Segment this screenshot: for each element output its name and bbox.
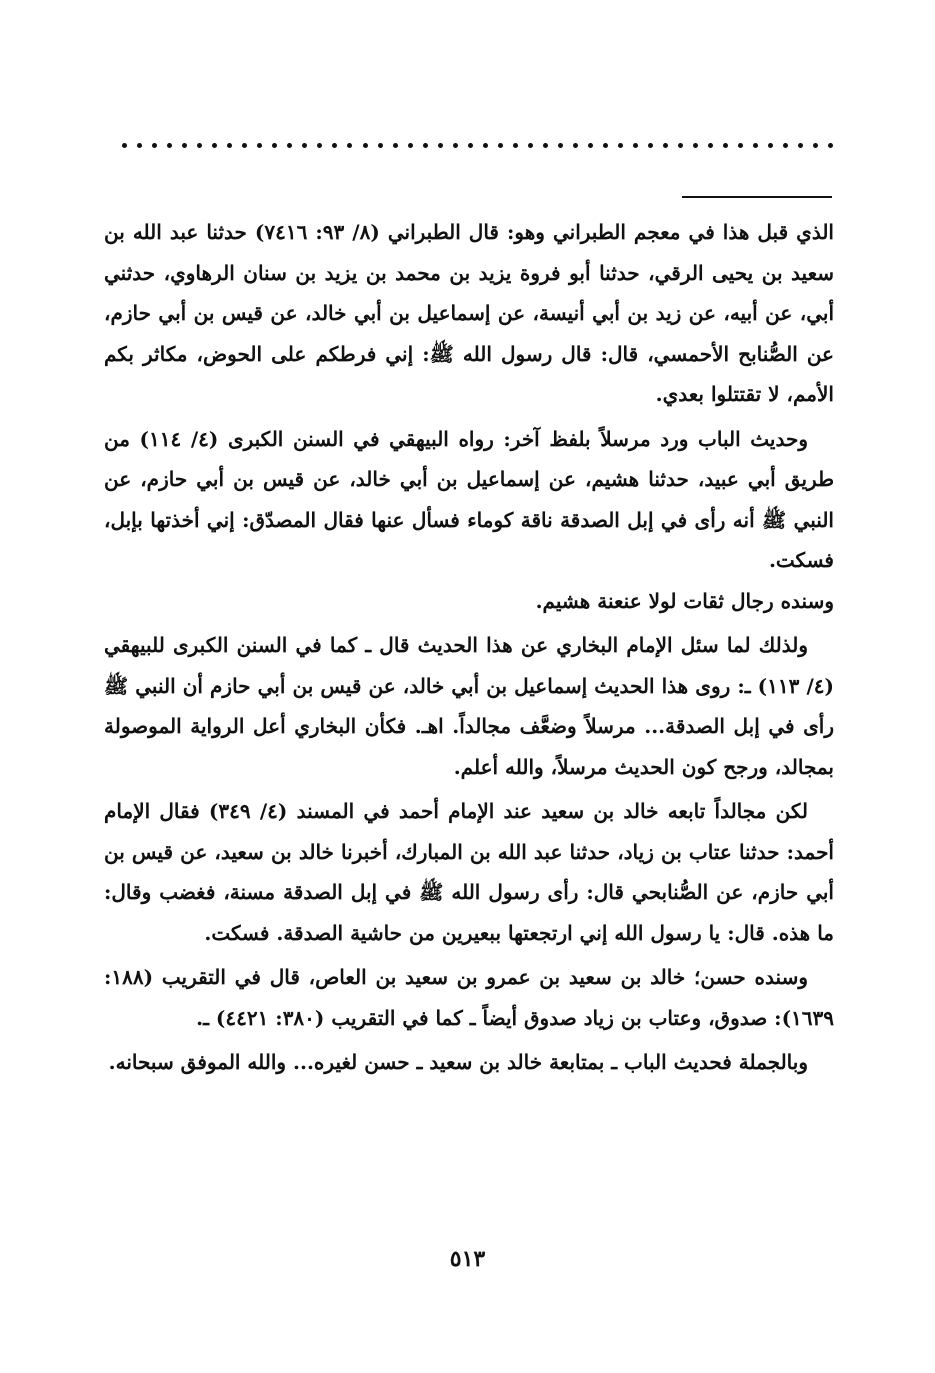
- paragraph: الذي قبل هذا في معجم الطبراني وهو: قال الطبراني (٨/ ٩٣: ٧٤١٦) حدثنا عبد الله بن سعيد بن يحيى الرقي، حدثنا أبو فروة يزيد بن محمد بن يزيد بن سنان الرهاوي، حدثني أبي، عن أبيه، عن زيد بن أبي أنيسة، عن إسماعيل بن أبي خالد، عن قيس بن أبي حازم، عن الصُّنابح الأحمسي، قال: قال رسول الله ﷺ: إني فرطكم على الحوض، مكاثر بكم الأمم، لا تقتتلوا بعدي.: [104, 220, 834, 406]
- footnote-rule: [682, 196, 832, 198]
- footnote-text: [104, 212, 834, 1083]
- paragraph: وحديث الباب ورد مرسلاً بلفظ آخر: رواه البيهقي في السنن الكبرى (٤/ ١١٤) من طريق أبي عبيد، حدثنا هشيم، عن إسماعيل بن أبي خالد، عن قيس بن أبي حازم، عن النبي ﷺ أنه رأى في إبل الصدقة ناقة كوماء فسأل عنها فقال المصدّق: إني أخذتها بإبل، فسكت.: [104, 426, 834, 572]
- dotted-separator: [122, 138, 834, 152]
- paragraph: ولذلك لما سئل الإمام البخاري عن هذا الحديث قال ـ كما في السنن الكبرى للبيهقي (٤/ ١١٣) ـ: روى هذا الحديث إسماعيل بن أبي خالد، عن قيس بن أبي حازم أن النبي ﷺ رأى في إبل الصدقة... مرسلاً وضعَّف مجالداً. اهـ. فكأن البخاري أعل الرواية الموصولة بمجالد، ورجح كون الحديث مرسلاً، والله أعلم.: [104, 633, 834, 779]
- paragraph: وبالجملة فحديث الباب ـ بمتابعة خالد بن سعيد ـ حسن لغيره... والله الموفق سبحانه.: [108, 1050, 808, 1074]
- paragraph: وسنده رجال ثقات لولا عنعنة هشيم.: [535, 588, 834, 613]
- paragraph: لكن مجالداً تابعه خالد بن سعيد عند الإمام أحمد في المسند (٤/ ٣٤٩) فقال الإمام أحمد: حدثنا عتاب بن زياد، حدثنا عبد الله بن المبارك، أخبرنا خالد بن سعيد، عن قيس بن أبي حازم، عن الصُّنابحي قال: رأى رسول الله ﷺ في إبل الصدقة مسنة، فغضب وقال: ما هذه. قال: يا رسول الله إني ارتجعتها ببعيرين من حاشية الصدقة. فسكت.: [104, 799, 834, 945]
- paragraph: وسنده حسن؛ خالد بن سعيد بن عمرو بن سعيد بن العاص، قال في التقريب (١٨٨: ١٦٣٩): صدوق، وعتاب بن زياد صدوق أيضاً ـ كما في التقريب (٣٨٠: ٤٤٢١) ـ.: [104, 965, 834, 1030]
- page-number: ٥١٣: [449, 1246, 486, 1272]
